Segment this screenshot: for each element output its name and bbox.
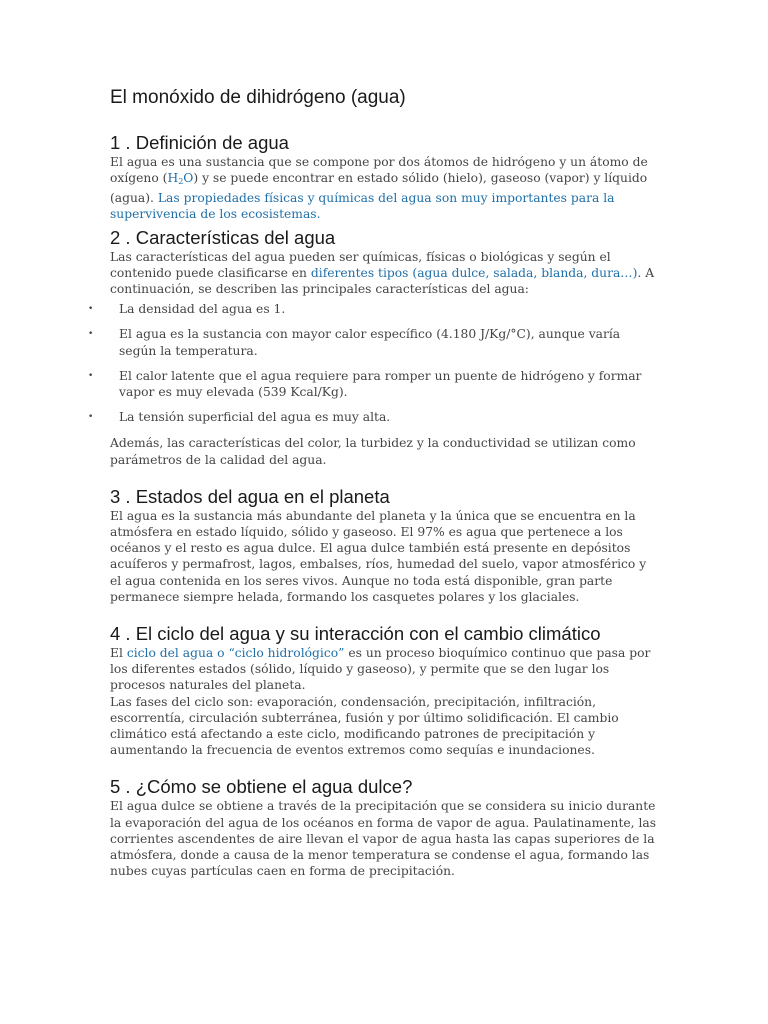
section-ciclo (110, 623, 660, 758)
ciclo-agua-link[interactable]: ciclo del agua o “ciclo hidrológico” (126, 645, 345, 660)
document-title: El monóxido de dihidrógeno (agua) (110, 87, 406, 108)
section-heading: 5 . ¿Cómo se obtiene el agua dulce? (110, 776, 413, 798)
section-heading: 1 . Definición de agua (110, 131, 289, 153)
h2o-link[interactable] (167, 171, 193, 185)
text-run: Las características del agua pueden ser químicas, físicas o biológicas y según el contenido puede clasificarse en (110, 249, 611, 280)
section-paragraph: Además, las características del color, la turbidez y la conductividad se utilizan como parámetros de la calidad del agua. (110, 436, 636, 467)
list-item (88, 326, 660, 358)
list-item-text: La densidad del agua es 1. (119, 302, 286, 317)
list-item-text: El calor latente que el agua requiere para romper un puente de hidrógeno y formar vapor es muy elevada (539 Kcal/Kg). (119, 368, 642, 399)
bullet-icon: • (88, 370, 94, 381)
section-estados (110, 486, 660, 605)
bullet-icon: • (88, 304, 94, 315)
section-heading: 2 . Características del agua (110, 226, 336, 248)
text-run: es un proceso bioquímico continuo que pasa por los diferentes estados (sólido, líquido y gaseoso), y permite que se den lugar los procesos naturales del planeta. (110, 645, 651, 693)
caracteristicas-list (88, 301, 660, 425)
section-agua-dulce (110, 776, 660, 879)
document-page (88, 86, 660, 891)
section-paragraph (110, 154, 660, 223)
h2o-subscript: 2 (178, 176, 184, 186)
section-paragraph (110, 645, 660, 694)
section-paragraph: El agua es la sustancia más abundante del planeta y la única que se encuentra en la atmósfera en estado líquido, sólido y gaseoso. El 97% es agua que pertenece a los océanos y el resto es agua dulce. El agua dulce también está presente en depósitos acuíferos y permafrost, lagos, embalses, ríos, humedad del suelo, vapor atmosférico y el agua contenida en los seres vivos. Aunque no toda está disponible, gran parte permanece siempre helada, formando los casquetes polares y los glaciales. (110, 508, 647, 604)
list-item-text: La tensión superficial del agua es muy alta. (119, 410, 391, 425)
section-paragraph: Las fases del ciclo son: evaporación, condensación, precipitación, infiltración, escorrentía, circulación subterránea, fusión y por último solidificación. El cambio climático está afectando a este ciclo, modificando patrones de precipitación y aumentando la frecuencia de eventos extremos como sequías e inundaciones. (110, 694, 619, 758)
section-paragraph: El agua dulce se obtiene a través de la precipitación que se considera su inicio durante la evaporación del agua de los océanos en forma de vapor de agua. Paulatinamente, las corrientes ascendentes de aire llevan el vapor de agua hasta las capas superiores de la atmósfera, donde a causa de la menor temperatura se condense el agua, formando las nubes cuyas partículas caen en forma de precipitación. (110, 799, 657, 879)
h2o-o: O (183, 170, 194, 185)
text-run: El (110, 645, 127, 660)
text-run: . A continuación, se describen las principales características del agua: (110, 265, 655, 296)
h2o-h: H (167, 170, 179, 185)
bullet-icon: • (88, 412, 94, 423)
list-item (88, 409, 660, 425)
section-paragraph (110, 249, 660, 298)
section-definicion (110, 132, 660, 223)
text-run: ) y se puede encontrar en estado sólido (hielo), gaseoso (vapor) y líquido (agua). (110, 170, 648, 206)
list-item (88, 301, 660, 317)
section-caracteristicas (88, 226, 660, 468)
text-run: El agua es una sustancia que se compone por dos átomos de hidrógeno y un átomo de oxígeno ( (110, 154, 648, 185)
tipos-agua-link[interactable]: diferentes tipos (agua dulce, salada, blanda, dura…) (310, 265, 638, 280)
section-heading: 4 . El ciclo del agua y su interacción con el cambio climático (110, 622, 601, 644)
list-item-text: El agua es la sustancia con mayor calor específico (4.180 J/Kg/°C), aunque varía según la temperatura. (119, 327, 621, 358)
section-heading: 3 . Estados del agua en el planeta (110, 485, 390, 507)
list-item (88, 368, 660, 400)
bullet-icon: • (88, 329, 94, 340)
propiedades-link[interactable]: Las propiedades físicas y químicas del agua son muy importantes para la supervivencia de los ecosistemas. (110, 191, 615, 222)
